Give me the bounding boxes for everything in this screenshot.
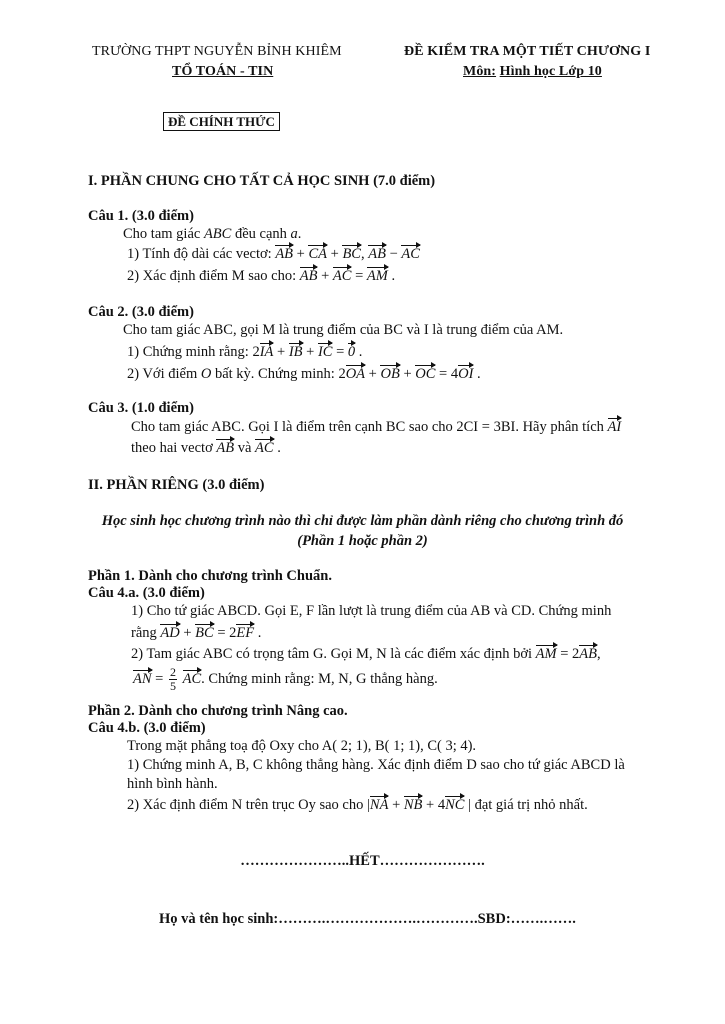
q4b-item1-line2: hình bình hành. [127, 776, 218, 792]
q4a-item2-line1: 2) Tam giác ABC có trọng tâm G. Gọi M, N là các điểm xác định bởi AM = 2AB, [131, 646, 601, 662]
q2-intro: Cho tam giác ABC, gọi M là trung điểm của BC và I là trung điểm của AM. [123, 322, 564, 338]
q4b-heading: Câu 4.b. (3.0 điểm) [88, 720, 206, 736]
department-name: TỔ TOÁN - TIN [172, 64, 274, 79]
student-info-line: Họ và tên học sinh:……….……………….………….SBD:…….……. [159, 911, 576, 927]
q4a-item1-line1: 1) Cho tứ giác ABCD. Gọi E, F lần lượt là trung điểm của AB và CD. Chứng minh [131, 603, 612, 619]
section2-title: Phần 2. Dành cho chương trình Nâng cao. [88, 703, 348, 719]
subject-line: Môn: Hình học Lớp 10 [463, 64, 602, 79]
q4a-item2-line2: AN = $\frac{2}{5}$ AC. Chứng minh rằng: M, N, G thẳng hàng. [133, 665, 438, 694]
part2-note-line1: Học sinh học chương trình nào thì chỉ được làm phần dành riêng cho chương trình đó [101, 513, 624, 529]
q1-item1: 1) Tính độ dài các vectơ: AB + CA + BC, AB − AC [127, 246, 420, 262]
official-badge: ĐỀ CHÍNH THỨC [163, 114, 280, 131]
q2-item1: 1) Chứng minh rằng: 2IA + IB + IC = 0 . [127, 344, 363, 360]
q3-line2: theo hai vectơ AB và AC . [131, 440, 281, 456]
q2-item2: 2) Với điểm O bất kỳ. Chứng minh: 2OA + OB + OC = 4OI . [127, 366, 481, 382]
q4b-intro: Trong mặt phẳng toạ độ Oxy cho A( 2; 1), B( 1; 1), C( 3; 4). [127, 738, 477, 754]
q3-line1: Cho tam giác ABC. Gọi I là điểm trên cạnh BC sao cho 2CI = 3BI. Hãy phân tích AI [131, 419, 622, 435]
exam-title: ĐỀ KIỂM TRA MỘT TIẾT CHƯƠNG I [404, 44, 651, 59]
q1-heading: Câu 1. (3.0 điểm) [88, 208, 194, 224]
q1-intro: Cho tam giác ABC đều cạnh a. [123, 226, 302, 242]
fraction-two-fifths: $\frac{2}{5}$ [169, 665, 176, 694]
q4b-item2: 2) Xác định điểm N trên trục Oy sao cho |NA + NB + 4NC | đạt giá trị nhỏ nhất. [127, 797, 588, 813]
q4a-item1-line2: rằng AD + BC = 2EF . [131, 625, 262, 641]
part2-note-line2: (Phần 1 hoặc phần 2) [297, 533, 428, 549]
q1-item2: 2) Xác định điểm M sao cho: AB + AC = AM . [127, 268, 396, 284]
section1-title: Phần 1. Dành cho chương trình Chuẩn. [88, 568, 332, 584]
part2-title: II. PHẦN RIÊNG (3.0 điểm) [88, 477, 265, 493]
q2-heading: Câu 2. (3.0 điểm) [88, 304, 194, 320]
end-marker: …………………..HẾT…………………. [240, 853, 485, 869]
part1-title: I. PHẦN CHUNG CHO TẤT CẢ HỌC SINH (7.0 điểm) [88, 173, 436, 189]
school-name: TRƯỜNG THPT NGUYỄN BỈNH KHIÊM [92, 44, 342, 59]
q3-heading: Câu 3. (1.0 điểm) [88, 400, 194, 416]
q4a-heading: Câu 4.a. (3.0 điểm) [88, 585, 205, 601]
q4b-item1-line1: 1) Chứng minh A, B, C không thẳng hàng. Xác định điểm D sao cho tứ giác ABCD là [127, 757, 625, 773]
